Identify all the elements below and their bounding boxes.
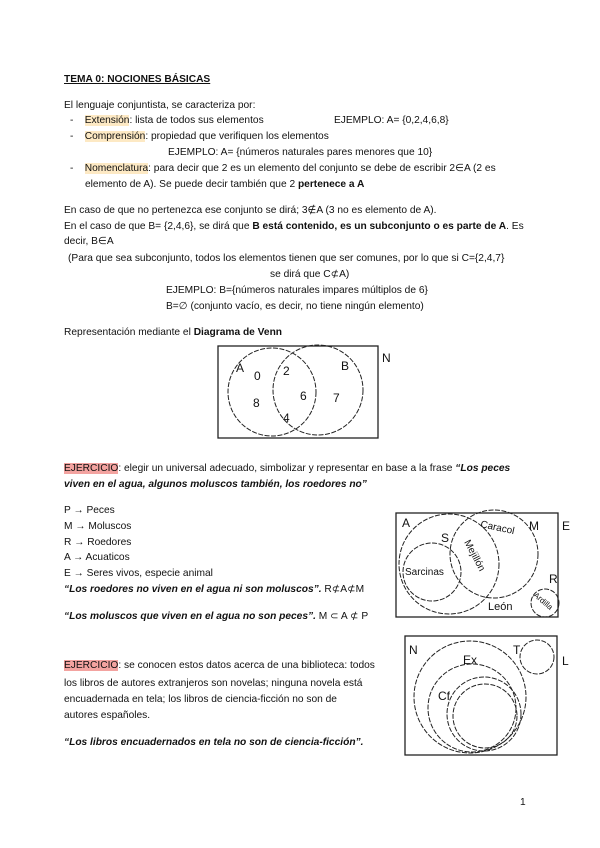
text: : elegir un universal adecuado, simbolizar y representar en base a la frase	[118, 463, 456, 474]
label: N	[409, 643, 418, 657]
label: León	[488, 601, 513, 613]
symbol: A → Acuaticos	[64, 552, 130, 563]
term: Comprensión	[84, 131, 146, 142]
term: Extensión	[84, 115, 130, 126]
bullet-comprehension: - Comprensión: propiedad que verifiquen los elementos	[70, 131, 329, 142]
text: : para decir que 2 es un elemento del conjunto se debe de escribir 2∈A (2 es	[148, 163, 496, 174]
text: encuadernada en tela; los libros de ciencia-ficción no son de	[64, 694, 337, 705]
label: 6	[300, 389, 307, 403]
symbol: R → Roedores	[64, 537, 132, 548]
label: B	[341, 359, 350, 373]
text: decir, B∈A	[64, 236, 114, 247]
quote: “Los libros encuadernados en tela no son de ciencia-ficción”.	[64, 737, 364, 748]
label: R	[549, 572, 558, 586]
venn-diagram-library	[405, 636, 569, 755]
symbol: P → Peces	[64, 505, 115, 516]
text: (Para que sea subconjunto, todos los elementos tienen que ser comunes, por lo que si C={2,4,7}	[68, 253, 505, 264]
label: A	[236, 361, 245, 375]
label: 7	[333, 391, 340, 405]
label: N	[382, 351, 391, 365]
text: . Es	[506, 221, 524, 232]
text: los libros de autores extranjeros son novelas; ninguna novela está	[64, 678, 363, 689]
quote: viven en el agua, algunos moluscos también, los roedores no”	[64, 479, 367, 490]
label: 2	[283, 364, 290, 378]
page-title: TEMA 0: NOCIONES BÁSICAS	[64, 74, 211, 85]
text: : se conocen estos datos acerca de una biblioteca: todos	[118, 660, 375, 671]
venn-diagram-animals	[396, 510, 570, 617]
label: Ardilla	[531, 590, 555, 612]
exercise-tag: EJERCICIO	[64, 463, 119, 474]
text: autores españoles.	[64, 710, 151, 721]
quote: “Los moluscos que viven en el agua no son peces”.	[64, 611, 316, 622]
set-cf-outer-circle	[447, 677, 521, 751]
exercise-tag: EJERCICIO	[64, 660, 119, 671]
bold-text: Diagrama de Venn	[193, 327, 283, 338]
intro-text: El lenguaje conjuntista, se caracteriza por:	[64, 100, 256, 111]
universe-box	[405, 636, 557, 755]
venn-diagram-ab	[218, 345, 391, 438]
expression: M ⊂ A ⊄ P	[315, 611, 369, 622]
quote: “Los peces	[455, 463, 511, 474]
set-t-circle	[520, 640, 554, 674]
label: Ex	[463, 653, 478, 667]
bold-text: pertenece a A	[297, 179, 365, 190]
page-number: 1	[520, 797, 526, 808]
label: Sarcinas	[405, 567, 444, 578]
label: 8	[253, 396, 260, 410]
example: EJEMPLO: A= {números naturales pares menores que 10}	[168, 147, 433, 158]
label: 0	[254, 369, 261, 383]
bold-text: B está contenido, es un subconjunto o es parte de A	[252, 221, 507, 232]
set-ex-circle	[428, 664, 516, 752]
bullet-extension: - Extensión: lista de todos sus elementos	[70, 115, 264, 126]
text: B=∅ (conjunto vacío, es decir, no tiene ningún elemento)	[166, 301, 424, 312]
label: A	[402, 516, 411, 530]
label: M	[529, 519, 539, 533]
text: elemento de A). Se puede decir también que 2	[85, 179, 298, 190]
label: 4	[283, 411, 290, 425]
label: T	[513, 643, 521, 657]
symbol: E → Seres vivos, especie animal	[64, 568, 213, 579]
text: EJEMPLO: B={números naturales impares múltiplos de 6}	[166, 285, 428, 296]
text: : lista de todos sus elementos	[129, 115, 264, 126]
text: se dirá que C⊄A)	[270, 269, 350, 280]
expression: R⊄A⊄M	[321, 584, 365, 595]
text: Representación mediante el	[64, 327, 194, 338]
label: Caracol	[479, 519, 516, 538]
example: EJEMPLO: A= {0,2,4,6,8}	[334, 115, 449, 126]
bullet-nomenclature: - Nomenclatura: para decir que 2 es un elemento del conjunto se debe de escribir 2∈A (2 es	[70, 163, 496, 174]
label: Cf	[438, 689, 450, 703]
text: : propiedad que verifiquen los elementos	[145, 131, 329, 142]
text: En caso de que no pertenezca ese conjunto se dirá; 3∉A (3 no es elemento de A).	[64, 205, 437, 216]
label: Mejillón	[461, 538, 487, 574]
symbol: M → Moluscos	[64, 521, 132, 532]
quote: “Los roedores no viven en el agua ni son moluscos”.	[64, 584, 322, 595]
label: S	[441, 531, 450, 545]
term: Nomenclatura	[84, 163, 149, 174]
label: L	[562, 654, 569, 668]
label: E	[562, 519, 571, 533]
text: En el caso de que B= {2,4,6}, se dirá que	[64, 221, 253, 232]
